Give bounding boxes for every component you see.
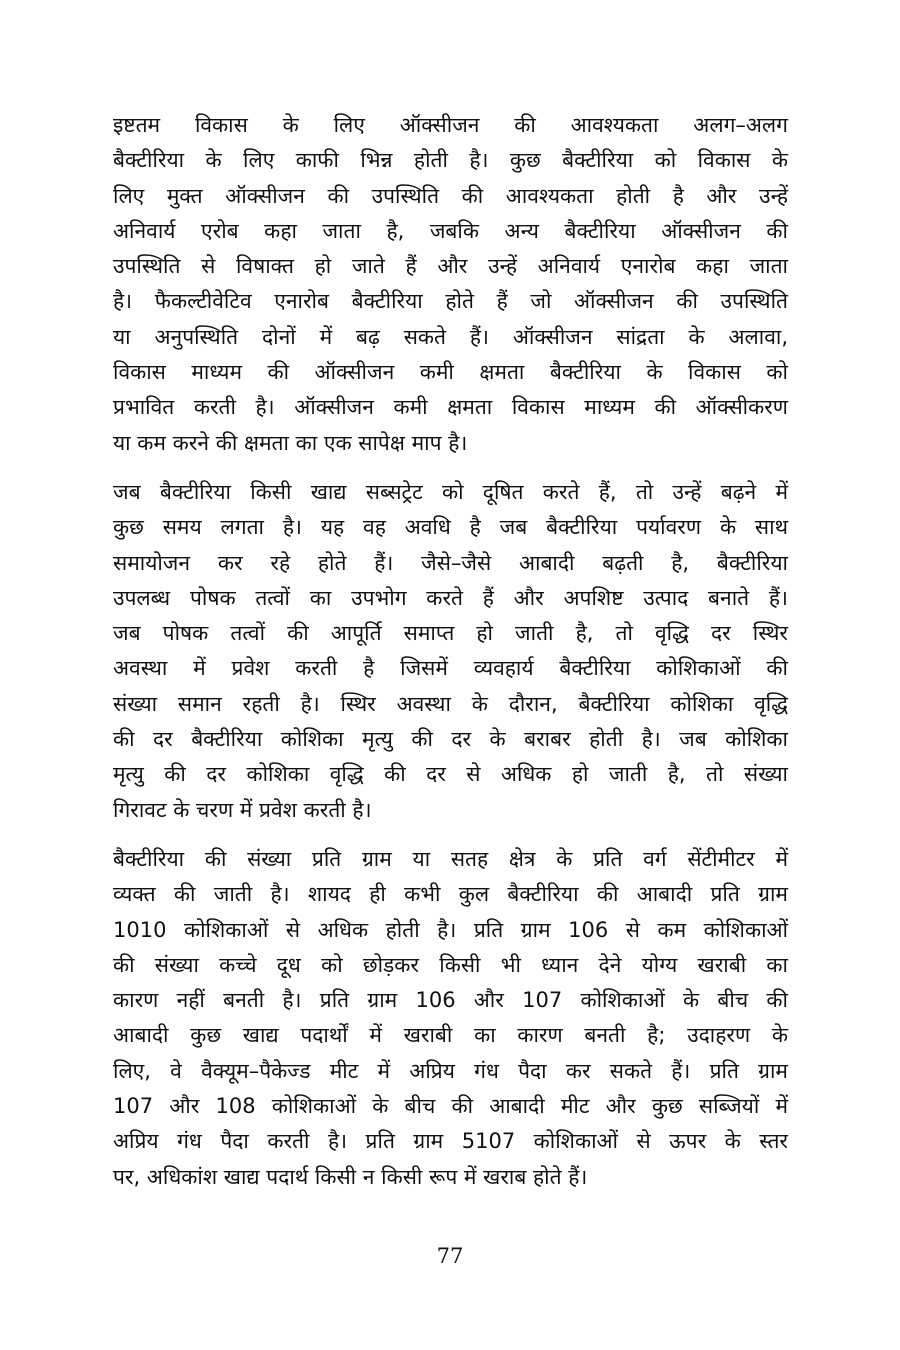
text-line: मृत्यु की दर कोशिका वृद्धि की दर से अधिक हो जाती है, तो संख्या	[113, 762, 788, 787]
text-line: जब पोषक तत्वों की आपूर्ति समाप्त हो जाती है, तो वृद्धि दर स्थिर	[113, 621, 788, 646]
text-line: कुछ समय लगता है। यह वह अवधि है जब बैक्टीरिया पर्यावरण के साथ	[113, 515, 788, 540]
text-line: लिए, वे वैक्यूम–पैकेज्ड मीट में अप्रिय गंध पैदा कर सकते हैं। प्रति ग्राम	[113, 1058, 788, 1083]
text-line: प्रभावित करती है। ऑक्सीजन कमी क्षमता विकास माध्यम की ऑक्सीकरण	[113, 395, 788, 420]
page-number: 77	[436, 1244, 464, 1268]
paragraph-oxygen-requirement	[113, 108, 788, 461]
text-line: है। फैकल्टीवेटिव एनारोब बैक्टीरिया होते हैं जो ऑक्सीजन की उपस्थिति	[113, 289, 788, 314]
text-line: 107 और 108 कोशिकाओं के बीच की आबादी मीट और कुछ सब्जियों में	[113, 1094, 788, 1119]
text-line: 1010 कोशिकाओं से अधिक होती है। प्रति ग्राम 106 से कम कोशिकाओं	[113, 917, 788, 942]
text-line: या कम करने की क्षमता का एक सापेक्ष माप है।	[113, 430, 468, 455]
body-text	[113, 108, 788, 1195]
paragraph-growth-phases	[113, 475, 788, 828]
text-line: जब बैक्टीरिया किसी खाद्य सब्सट्रेट को दूषित करते हैं, तो उन्हें बढ़ने में	[113, 479, 788, 504]
text-line: आबादी कुछ खाद्य पदार्थों में खराबी का कारण बनती है; उदाहरण के	[113, 1023, 788, 1048]
text-line: बैक्टीरिया के लिए काफी भिन्न होती है। कुछ बैक्टीरिया को विकास के	[113, 148, 788, 173]
text-line: विकास माध्यम की ऑक्सीजन कमी क्षमता बैक्टीरिया के विकास को	[113, 360, 788, 385]
text-line: या अनुपस्थिति दोनों में बढ़ सकते हैं। ऑक्सीजन सांद्रता के अलावा,	[113, 324, 788, 349]
text-line: लिए मुक्त ऑक्सीजन की उपस्थिति की आवश्यकता होती है और उन्हें	[113, 183, 788, 208]
text-line: समायोजन कर रहे होते हैं। जैसे–जैसे आबादी बढ़ती है, बैक्टीरिया	[113, 550, 788, 575]
text-line: की संख्या कच्चे दूध को छोड़कर किसी भी ध्यान देने योग्य खराबी का	[113, 952, 788, 977]
text-line: पर, अधिकांश खाद्य पदार्थ किसी न किसी रूप में खराब होते हैं।	[113, 1164, 588, 1189]
text-line: अनिवार्य एरोब कहा जाता है, जबकि अन्य बैक्टीरिया ऑक्सीजन की	[113, 218, 788, 243]
paragraph-bacterial-counts	[113, 842, 788, 1195]
text-line: गिरावट के चरण में प्रवेश करती है।	[113, 797, 372, 822]
text-line: अप्रिय गंध पैदा करती है। प्रति ग्राम 5107 कोशिकाओं से ऊपर के स्तर	[113, 1129, 788, 1154]
text-line: उपस्थिति से विषाक्त हो जाते हैं और उन्हें अनिवार्य एनारोब कहा जाता	[113, 254, 788, 279]
text-line: उपलब्ध पोषक तत्वों का उपभोग करते हैं और अपशिष्ट उत्पाद बनाते हैं।	[113, 585, 788, 610]
text-line: अवस्था में प्रवेश करती है जिसमें व्यवहार्य बैक्टीरिया कोशिकाओं की	[113, 656, 788, 681]
text-line: कारण नहीं बनती है। प्रति ग्राम 106 और 107 कोशिकाओं के बीच की	[113, 988, 788, 1013]
text-line: व्यक्त की जाती है। शायद ही कभी कुल बैक्टीरिया की आबादी प्रति ग्राम	[113, 882, 788, 907]
text-line: की दर बैक्टीरिया कोशिका मृत्यु की दर के बराबर होती है। जब कोशिका	[113, 727, 788, 752]
text-line: इष्टतम विकास के लिए ऑक्सीजन की आवश्यकता अलग–अलग	[113, 113, 788, 137]
text-line: बैक्टीरिया की संख्या प्रति ग्राम या सतह क्षेत्र के प्रति वर्ग सेंटीमीटर में	[113, 846, 788, 871]
text-line: संख्या समान रहती है। स्थिर अवस्था के दौरान, बैक्टीरिया कोशिका वृद्धि	[113, 691, 788, 716]
